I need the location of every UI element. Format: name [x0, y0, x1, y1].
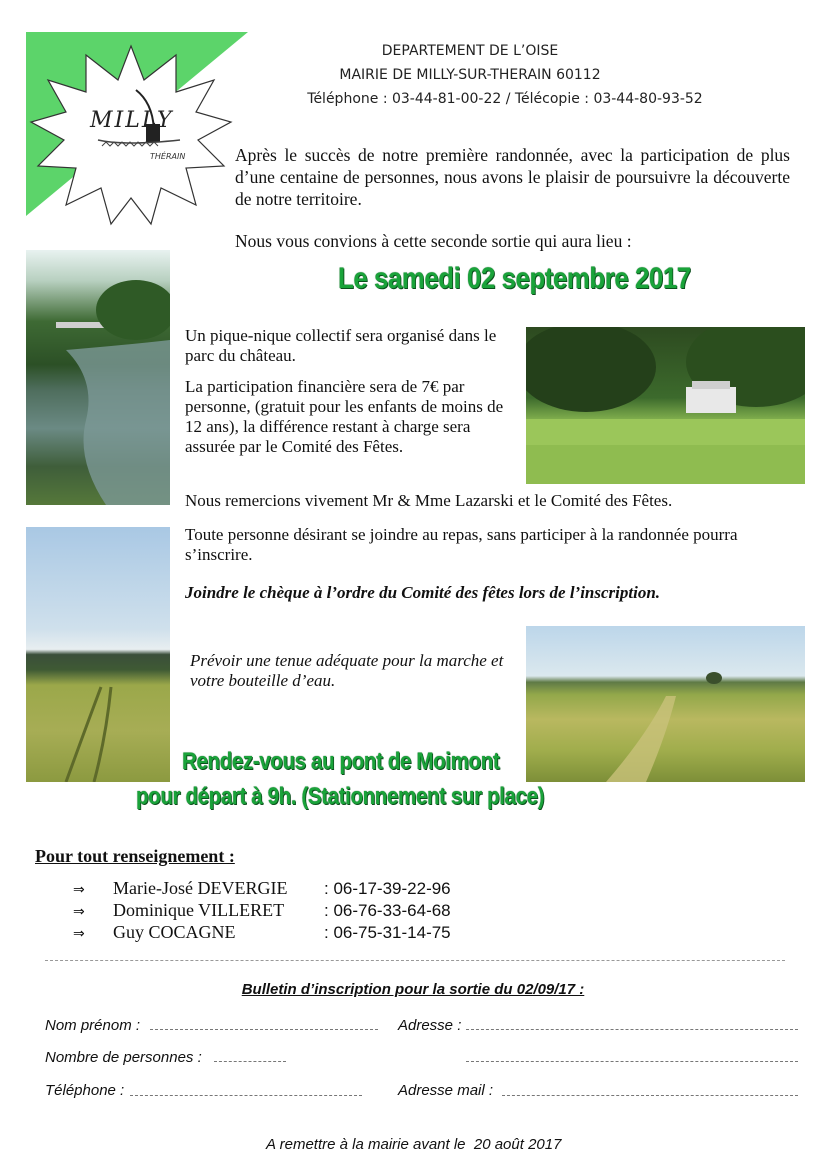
logo-sub: THÉRAIN: [150, 152, 186, 161]
address-field[interactable]: [466, 1029, 798, 1030]
photo-wheat-field: [26, 527, 170, 782]
rdv-line-2: pour départ à 9h. (Stationnement sur place): [136, 783, 545, 810]
name-label: Nom prénom :: [45, 1017, 141, 1034]
contact-phone-1: : 06-17-39-22-96: [324, 879, 451, 898]
phone-field[interactable]: [130, 1095, 362, 1096]
phone-label: Téléphone :: [45, 1082, 125, 1099]
email-label: Adresse mail :: [398, 1082, 494, 1099]
rdv-line-1: Rendez-vous au pont de Moimont: [182, 748, 500, 775]
join-text: Toute personne désirant se joindre au repas, sans participer à la randonnée pourra s’inscrire.: [185, 525, 738, 564]
address-label: Adresse :: [398, 1017, 462, 1034]
header-phone: Téléphone : 03-44-81-00-22 / Télécopie : 03-44-80-93-52: [307, 91, 703, 107]
photo-country-path: [526, 626, 805, 782]
contact-phone-2: : 06-76-33-64-68: [324, 901, 451, 920]
email-field[interactable]: [502, 1095, 798, 1096]
photo-chateau-park: [526, 327, 805, 484]
contacts-title: Pour tout renseignement :: [35, 846, 235, 866]
arrow-icon: ⇒: [73, 926, 85, 942]
contact-phone-3: : 06-75-31-14-75: [324, 923, 451, 942]
cut-line: [45, 960, 785, 961]
logo-word: MILLY: [90, 108, 174, 133]
count-label: Nombre de personnes :: [45, 1049, 202, 1066]
arrow-icon: ⇒: [73, 882, 85, 898]
thanks-text: Nous remercions vivement Mr & Mme Lazarski et le Comité des Fêtes.: [185, 491, 673, 510]
contact-name-1: Marie-José DEVERGIE: [113, 878, 288, 898]
contact-name-2: Dominique VILLERET: [113, 900, 285, 920]
cheque-text: Joindre le chèque à l’ordre du Comité des fêtes lors de l’inscription.: [185, 583, 661, 602]
address-field-2[interactable]: [466, 1061, 798, 1062]
photo-river: [26, 250, 170, 505]
count-field[interactable]: [214, 1061, 286, 1062]
fee-text: La participation financière sera de 7€ par personne, (gratuit pour les enfants de moins de 12 ans), la différence restant à charge sera assurée par le Comité des Fêtes.: [185, 377, 504, 456]
header-department: DEPARTEMENT DE L’OISE: [381, 43, 559, 59]
intro-paragraph: Après le succès de notre première randonnée, avec la participation de plus d’une centaine de personnes, nous avons le plaisir de poursuivre la découverte de notre territoire.: [235, 145, 790, 209]
form-footer: A remettre à la mairie avant le 20 août 2017: [266, 1136, 562, 1153]
name-field[interactable]: [150, 1029, 378, 1030]
header-mairie: MAIRIE DE MILLY-SUR-THERAIN 60112: [339, 67, 601, 83]
intro-invite: Nous vous convions à cette seconde sortie qui aura lieu :: [235, 231, 632, 251]
contact-name-3: Guy COCAGNE: [113, 922, 236, 942]
form-title: Bulletin d’inscription pour la sortie du 02/09/17 :: [241, 981, 585, 998]
picnic-text: Un pique-nique collectif sera organisé dans le parc du château.: [185, 326, 497, 365]
arrow-icon: ⇒: [73, 904, 85, 920]
gear-text: Prévoir une tenue adéquate pour la marche et votre bouteille d’eau.: [190, 651, 504, 690]
event-date-title: Le samedi 02 septembre 2017: [338, 262, 691, 295]
logo-mark: [84, 84, 194, 170]
